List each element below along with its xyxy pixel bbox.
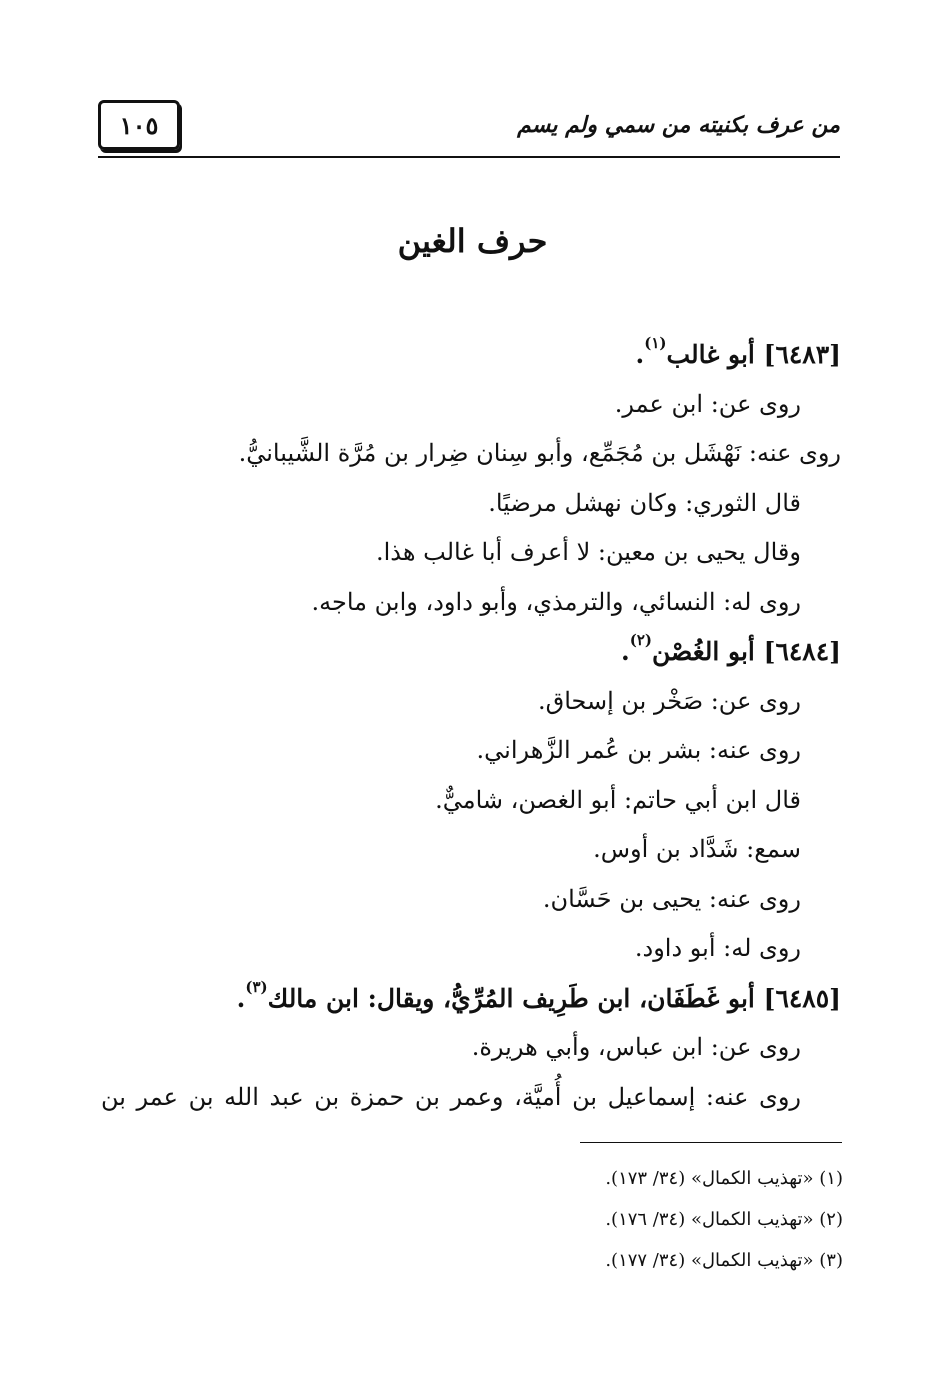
text-line: روى له: النسائي، والترمذي، وأبو داود، وابن ماجه.	[311, 587, 801, 616]
main-text	[101, 330, 841, 1122]
text-line: قال ابن أبي حاتم: أبو الغصن، شاميٌّ.	[435, 785, 801, 814]
text-line: روى عن: ابن عباس، وأبي هريرة.	[471, 1033, 801, 1061]
text-line: وقال يحيى بن معين: لا أعرف أبا غالب هذا.	[376, 538, 801, 566]
footnote: (٢) «تهذيب الكمال» (٣٤/ ١٧٦).	[605, 1209, 843, 1230]
page-number-box	[98, 100, 180, 150]
footnote-separator	[580, 1142, 842, 1143]
footnotes	[103, 1158, 843, 1281]
text-line: روى عنه: إسماعيل بن أُميَّة، وعمر بن حمزة بن عبد الله بن عمر بن	[101, 1082, 801, 1111]
text-line: روى عن: ابن عمر.	[614, 389, 801, 418]
section-title: حرف الغين	[397, 222, 548, 260]
text-line: قال الثوري: وكان نهشل مرضيًا.	[488, 488, 801, 517]
entry-heading-6483: [٦٤٨٣] أبو غالب$^{(١)}$.	[635, 334, 841, 369]
page-header	[98, 100, 840, 158]
entry-heading-6485: [٦٤٨٥] أبو غَطَفَان، ابن طَرِيف المُرِّيُّ، ويقال: ابن مالك$^{(٣)}$.	[236, 977, 841, 1013]
text-line: سمع: شَدَّاد بن أوس.	[593, 835, 801, 863]
text-line: روى عنه: نَهْشَل بن مُجَمِّع، وأبو سِنان ضِرار بن مُرَّة الشَّيبانيُّ.	[238, 439, 841, 467]
text-line: روى عنه: بشر بن عُمر الزَّهراني.	[476, 736, 801, 764]
page-number: ١٠٥	[119, 110, 159, 140]
text-line: روى عن: صَخْر بن إسحاق.	[537, 686, 801, 715]
text-line: روى عنه: يحيى بن حَسَّان.	[542, 884, 801, 913]
text-line: روى له: أبو داود.	[634, 934, 801, 962]
running-title: من عرف بكنيته من سمي ولم يسم	[517, 112, 840, 138]
entry-heading-6484: [٦٤٨٤] أبو الغُصْن$^{(٢)}$.	[621, 631, 841, 666]
footnote: (١) «تهذيب الكمال» (٣٤/ ١٧٣).	[605, 1168, 843, 1189]
footnote: (٣) «تهذيب الكمال» (٣٤/ ١٧٧).	[605, 1250, 843, 1271]
